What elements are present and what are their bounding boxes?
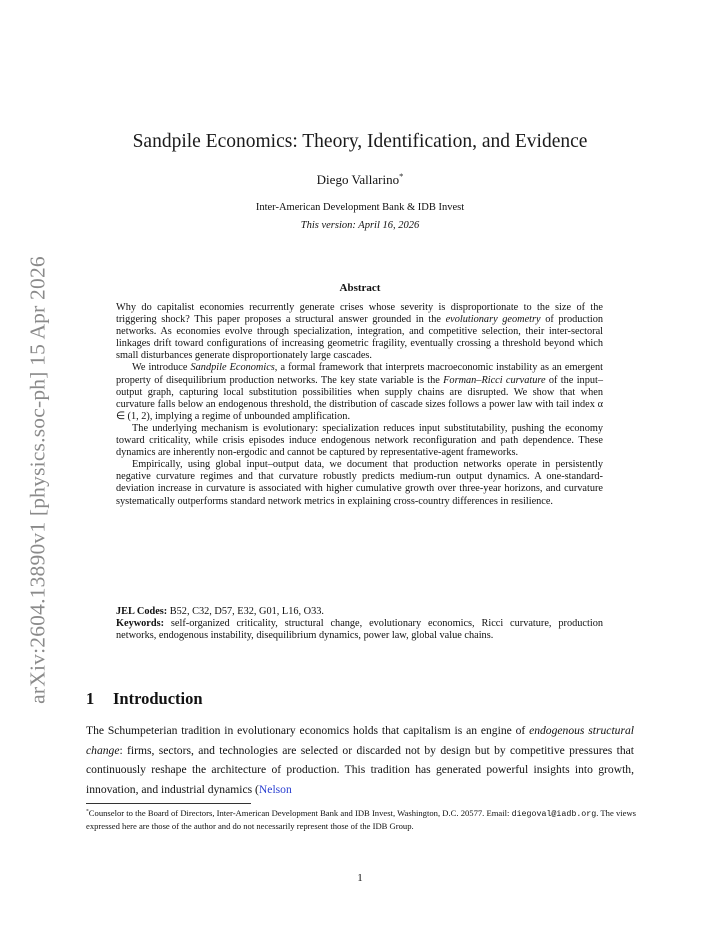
paper-title: Sandpile Economics: Theory, Identification, and Evidence [132,131,588,152]
abstract-paragraph: Why do capitalist economies recurrently generate crises whose severity is disproportionate to the size of the triggering shock? This paper proposes a structural answer grounded in the evolutionary geometry of production networks. As economies evolve through specialization, integration, and competitive selection, their inter-sectoral linkages drift toward configurations of increasing geometric fragility, eventually crossing a threshold beyond which small disturbances generate disproportionately large cascades. [116,302,603,362]
arxiv-identifier: arXiv:2604.13890v1 [physics.soc-ph] 15 Apr 2026 [25,256,50,704]
section-title: Introduction [113,689,203,708]
section-heading [86,689,203,709]
abstract-paragraph: We introduce Sandpile Economics, a formal framework that interprets macroeconomic instability as an emergent property of disequilibrium production networks. The key state variable is the Forman–Ricci curvature of the input–output graph, capturing local substitution possibilities when supply chains are disrupted. We show that when curvature falls below an endogenous threshold, the distribution of cascade sizes follows a power law with tail index α ∈ (1, 2), implying a regime of unbounded amplification. [116,362,604,422]
section-number: 1 [86,689,95,708]
version-date: This version: April 16, 2026 [300,220,420,231]
keywords: Keywords: self-organized criticality, structural change, evolutionary economics, Ricci curvature, production networks, endogenous instability, disequilibrium dynamics, power law, global value chains. [116,618,603,642]
footnote: *Counselor to the Board of Directors, Inter-American Development Bank and IDB Invest, Washington, D.C. 20577. Email: diegoval@iadb.org. The views expressed here are those of the author and do not necessarily represent those of the IDB Group. [86,808,637,831]
arxiv-sidebar-stamp [18,250,58,710]
author-footnote-mark: * [399,170,404,181]
footnote-mark: * [86,808,89,815]
keywords-block [116,606,603,642]
page-number: 1 [357,872,363,884]
citation-link[interactable]: Nelson [258,782,292,796]
intro-paragraph: The Schumpeterian tradition in evolutionary economics holds that capitalism is an engine of endogenous structural change: firms, sectors, and technologies are selected or discarded not by design but by competitive pressures that continuously reshape the architecture of production. This tradition has generated powerful insights into growth, innovation, and industrial dynamics (Nelson [86,724,634,796]
author-email: diegoval@iadb.org [511,810,597,819]
author-name: Diego Vallarino [316,172,400,187]
abstract-body [116,302,603,508]
affiliation: Inter-American Development Bank & IDB Invest [255,202,465,213]
abstract-paragraph: The underlying mechanism is evolutionary: specialization reduces input substitutability, pushing the economy toward criticality, while crisis episodes induce endogenous network reconfiguration and path dependence. These dynamics are inherently non-ergodic and cannot be captured by representative-agent frameworks. [116,422,603,459]
author-line [0,172,720,188]
abstract-heading: Abstract [339,282,381,294]
abstract-paragraph: Empirically, using global input–output data, we document that production networks operate in persistently negative curvature regimes and that curvature robustly predicts medium-run output dynamics. A one-standard-deviation increase in curvature is associated with higher cumulative growth over three-year horizons, and curvature systematically outperforms standard network metrics in explaining cross-country differences in resilience. [116,459,603,507]
jel-codes: JEL Codes: B52, C32, D57, E32, G01, L16, O33. [116,606,324,617]
footnote-rule [86,803,251,804]
